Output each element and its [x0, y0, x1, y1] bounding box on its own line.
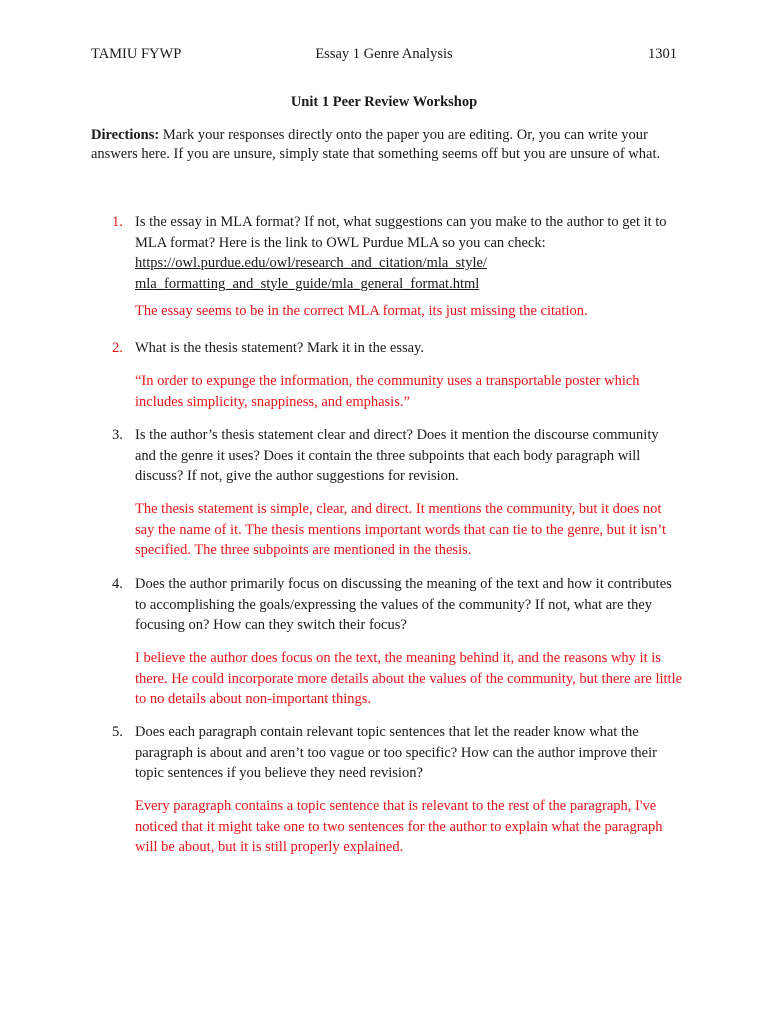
directions-label: Directions:: [91, 127, 160, 143]
answer-text: Every paragraph contains a topic sentence that is relevant to the rest of the paragraph, I've noticed that it might take one to two sentences for the author to explain what the paragraph will be about, but it is still properly explained.: [135, 798, 663, 855]
answer-text: “In order to expunge the information, the community uses a transportable poster which includes simplicity, snappiness, and emphasis.”: [135, 373, 640, 410]
question-number: 3.: [112, 427, 123, 443]
owl-purdue-link-line1[interactable]: https://owl.purdue.edu/owl/research_and_citation/mla_style/: [135, 255, 487, 271]
question-number: 2.: [112, 340, 123, 356]
question-text: Is the author’s thesis statement clear and direct? Does it mention the discourse community and the genre it uses? Does it contain the three subpoints that each body paragraph will discuss? If not, give the author suggestions for revision.: [135, 427, 659, 484]
answer-text: The essay seems to be in the correct MLA format, its just missing the citation.: [135, 303, 588, 319]
page-header: [91, 46, 677, 66]
directions-text: Mark your responses directly onto the paper you are editing. Or, you can write your answers here. If you are unsure, simply state that something seems off but you are unsure of what.: [91, 127, 661, 162]
header-assignment: Essay 1 Genre Analysis: [315, 46, 453, 62]
question-text: What is the thesis statement? Mark it in the essay.: [135, 340, 424, 356]
question-text: Does the author primarily focus on discussing the meaning of the text and how it contributes to accomplishing the goals/expressing the values of the community? If not, what are they focusing on? How can they switch their focus?: [135, 576, 672, 633]
question-number: 1.: [112, 214, 123, 230]
question-prompt: Is the essay in MLA format? If not, what suggestions can you make to the author to get it to MLA format? Here is the link to OWL Purdue MLA so you can check:: [135, 214, 667, 251]
question-text: Does each paragraph contain relevant topic sentences that let the reader know what the paragraph is about and aren’t too vague or too specific? How can the author improve their topic sentences if you believe they need revision?: [135, 724, 657, 781]
question-number: 5.: [112, 724, 123, 740]
document-title: Unit 1 Peer Review Workshop: [290, 94, 478, 110]
owl-purdue-link-line2[interactable]: mla_formatting_and_style_guide/mla_general_format.html: [135, 275, 480, 292]
answer-text: I believe the author does focus on the text, the meaning behind it, and the reasons why it is there. He could incorporate more details about the values of the community, but there are little to no details about non-important things.: [135, 650, 683, 707]
header-course-number: 1301: [648, 46, 677, 62]
header-course: TAMIU FYWP: [91, 46, 182, 62]
directions-paragraph: [91, 126, 683, 163]
question-text: [135, 212, 675, 294]
question-number: 4.: [112, 576, 123, 592]
answer-text: The thesis statement is simple, clear, and direct. It mentions the community, but it does not say the name of it. The thesis mentions important words that can tie to the genre, but it isn’t specified. The three subpoints are mentioned in the thesis.: [135, 501, 667, 558]
